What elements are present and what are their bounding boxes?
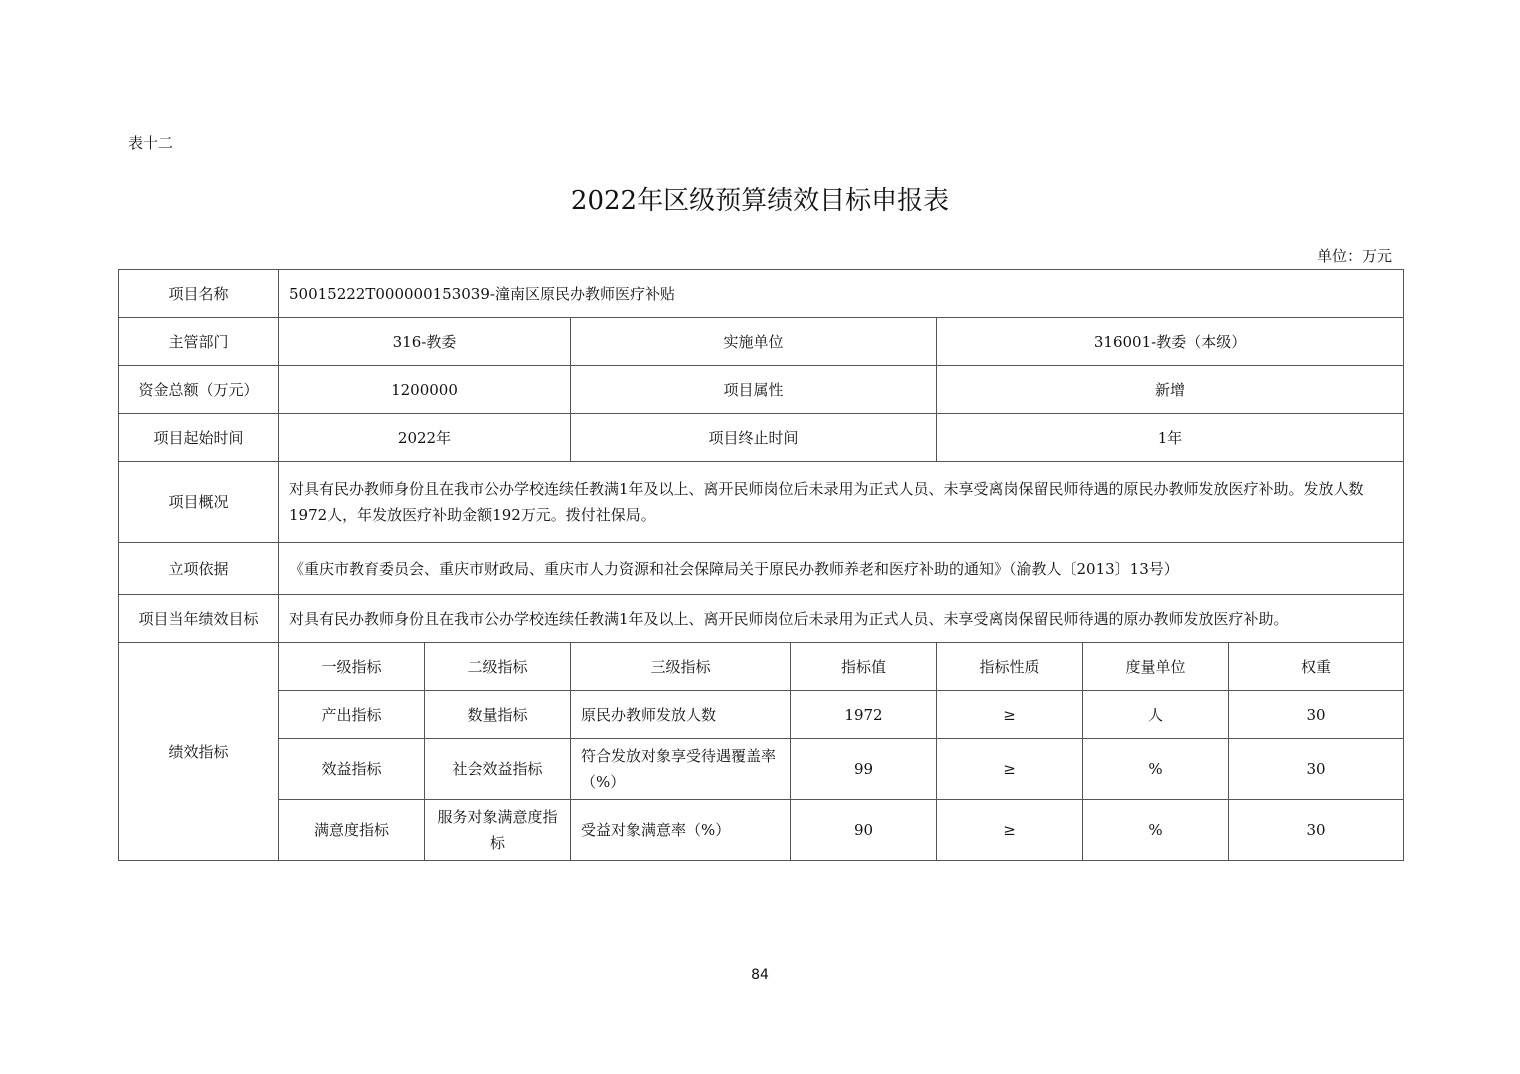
fund-value: 1200000 (279, 366, 571, 414)
row-project-name (119, 270, 1404, 318)
level1-cell: 效益指标 (279, 739, 425, 800)
table-label: 表十二 (128, 134, 174, 152)
fund-label: 资金总额（万元） (119, 366, 279, 414)
header-level2: 二级指标 (425, 643, 571, 691)
nature-cell: ≥ (937, 739, 1083, 800)
attr-value: 新增 (937, 366, 1404, 414)
level1-cell: 满意度指标 (279, 800, 425, 861)
indicators-section-label: 绩效指标 (119, 643, 279, 861)
table-row (119, 739, 1404, 800)
level2-cell: 数量指标 (425, 691, 571, 739)
table-row (119, 691, 1404, 739)
level3-cell: 受益对象满意率（%） (571, 800, 791, 861)
level1-cell: 产出指标 (279, 691, 425, 739)
budget-target-table (118, 269, 1404, 861)
value-cell: 99 (791, 739, 937, 800)
goal-value: 对具有民办教师身份且在我市公办学校连续任教满1年及以上、离开民师岗位后未录用为正式人员、未享受离岗保留民师待遇的原办教师发放医疗补助。 (279, 595, 1404, 643)
header-unit: 度量单位 (1083, 643, 1229, 691)
unit-cell: % (1083, 739, 1229, 800)
weight-cell: 30 (1229, 691, 1404, 739)
end-value: 1年 (937, 414, 1404, 462)
goal-label: 项目当年绩效目标 (119, 595, 279, 643)
project-name-value: 50015222T000000153039-潼南区原民办教师医疗补贴 (279, 270, 1404, 318)
basis-value: 《重庆市教育委员会、重庆市财政局、重庆市人力资源和社会保障局关于原民办教师养老和医疗补助的通知》（渝教人〔2013〕13号） (279, 543, 1404, 595)
table-row (119, 800, 1404, 861)
dept-value: 316-教委 (279, 318, 571, 366)
header-value: 指标值 (791, 643, 937, 691)
unit-cell: % (1083, 800, 1229, 861)
attr-label: 项目属性 (571, 366, 937, 414)
header-level3: 三级指标 (571, 643, 791, 691)
row-overview (119, 462, 1404, 543)
header-level1: 一级指标 (279, 643, 425, 691)
weight-cell: 30 (1229, 800, 1404, 861)
dept-label: 主管部门 (119, 318, 279, 366)
project-name-label: 项目名称 (119, 270, 279, 318)
overview-value: 对具有民办教师身份且在我市公办学校连续任教满1年及以上、离开民师岗位后未录用为正式人员、未享受离岗保留民师待遇的原民办教师发放医疗补助。发放人数1972人，年发放医疗补助金额192万元。拨付社保局。 (279, 462, 1404, 543)
nature-cell: ≥ (937, 800, 1083, 861)
unit-label: 单位：万元 (1316, 247, 1392, 265)
level3-cell: 原民办教师发放人数 (571, 691, 791, 739)
header-weight: 权重 (1229, 643, 1404, 691)
end-label: 项目终止时间 (571, 414, 937, 462)
document-title: 2022年区级预算绩效目标申报表 (570, 186, 950, 216)
nature-cell: ≥ (937, 691, 1083, 739)
row-fund (119, 366, 1404, 414)
start-label: 项目起始时间 (119, 414, 279, 462)
start-value: 2022年 (279, 414, 571, 462)
value-cell: 90 (791, 800, 937, 861)
level2-cell: 服务对象满意度指标 (425, 800, 571, 861)
weight-cell: 30 (1229, 739, 1404, 800)
impl-unit-value: 316001-教委（本级） (937, 318, 1404, 366)
value-cell: 1972 (791, 691, 937, 739)
page-number: 84 (751, 967, 769, 983)
impl-unit-label: 实施单位 (571, 318, 937, 366)
row-goal (119, 595, 1404, 643)
row-time (119, 414, 1404, 462)
level3-cell: 符合发放对象享受待遇覆盖率（%） (571, 739, 791, 800)
unit-cell: 人 (1083, 691, 1229, 739)
basis-label: 立项依据 (119, 543, 279, 595)
header-nature: 指标性质 (937, 643, 1083, 691)
overview-label: 项目概况 (119, 462, 279, 543)
level2-cell: 社会效益指标 (425, 739, 571, 800)
indicator-header-row (119, 643, 1404, 691)
row-department (119, 318, 1404, 366)
row-basis (119, 543, 1404, 595)
